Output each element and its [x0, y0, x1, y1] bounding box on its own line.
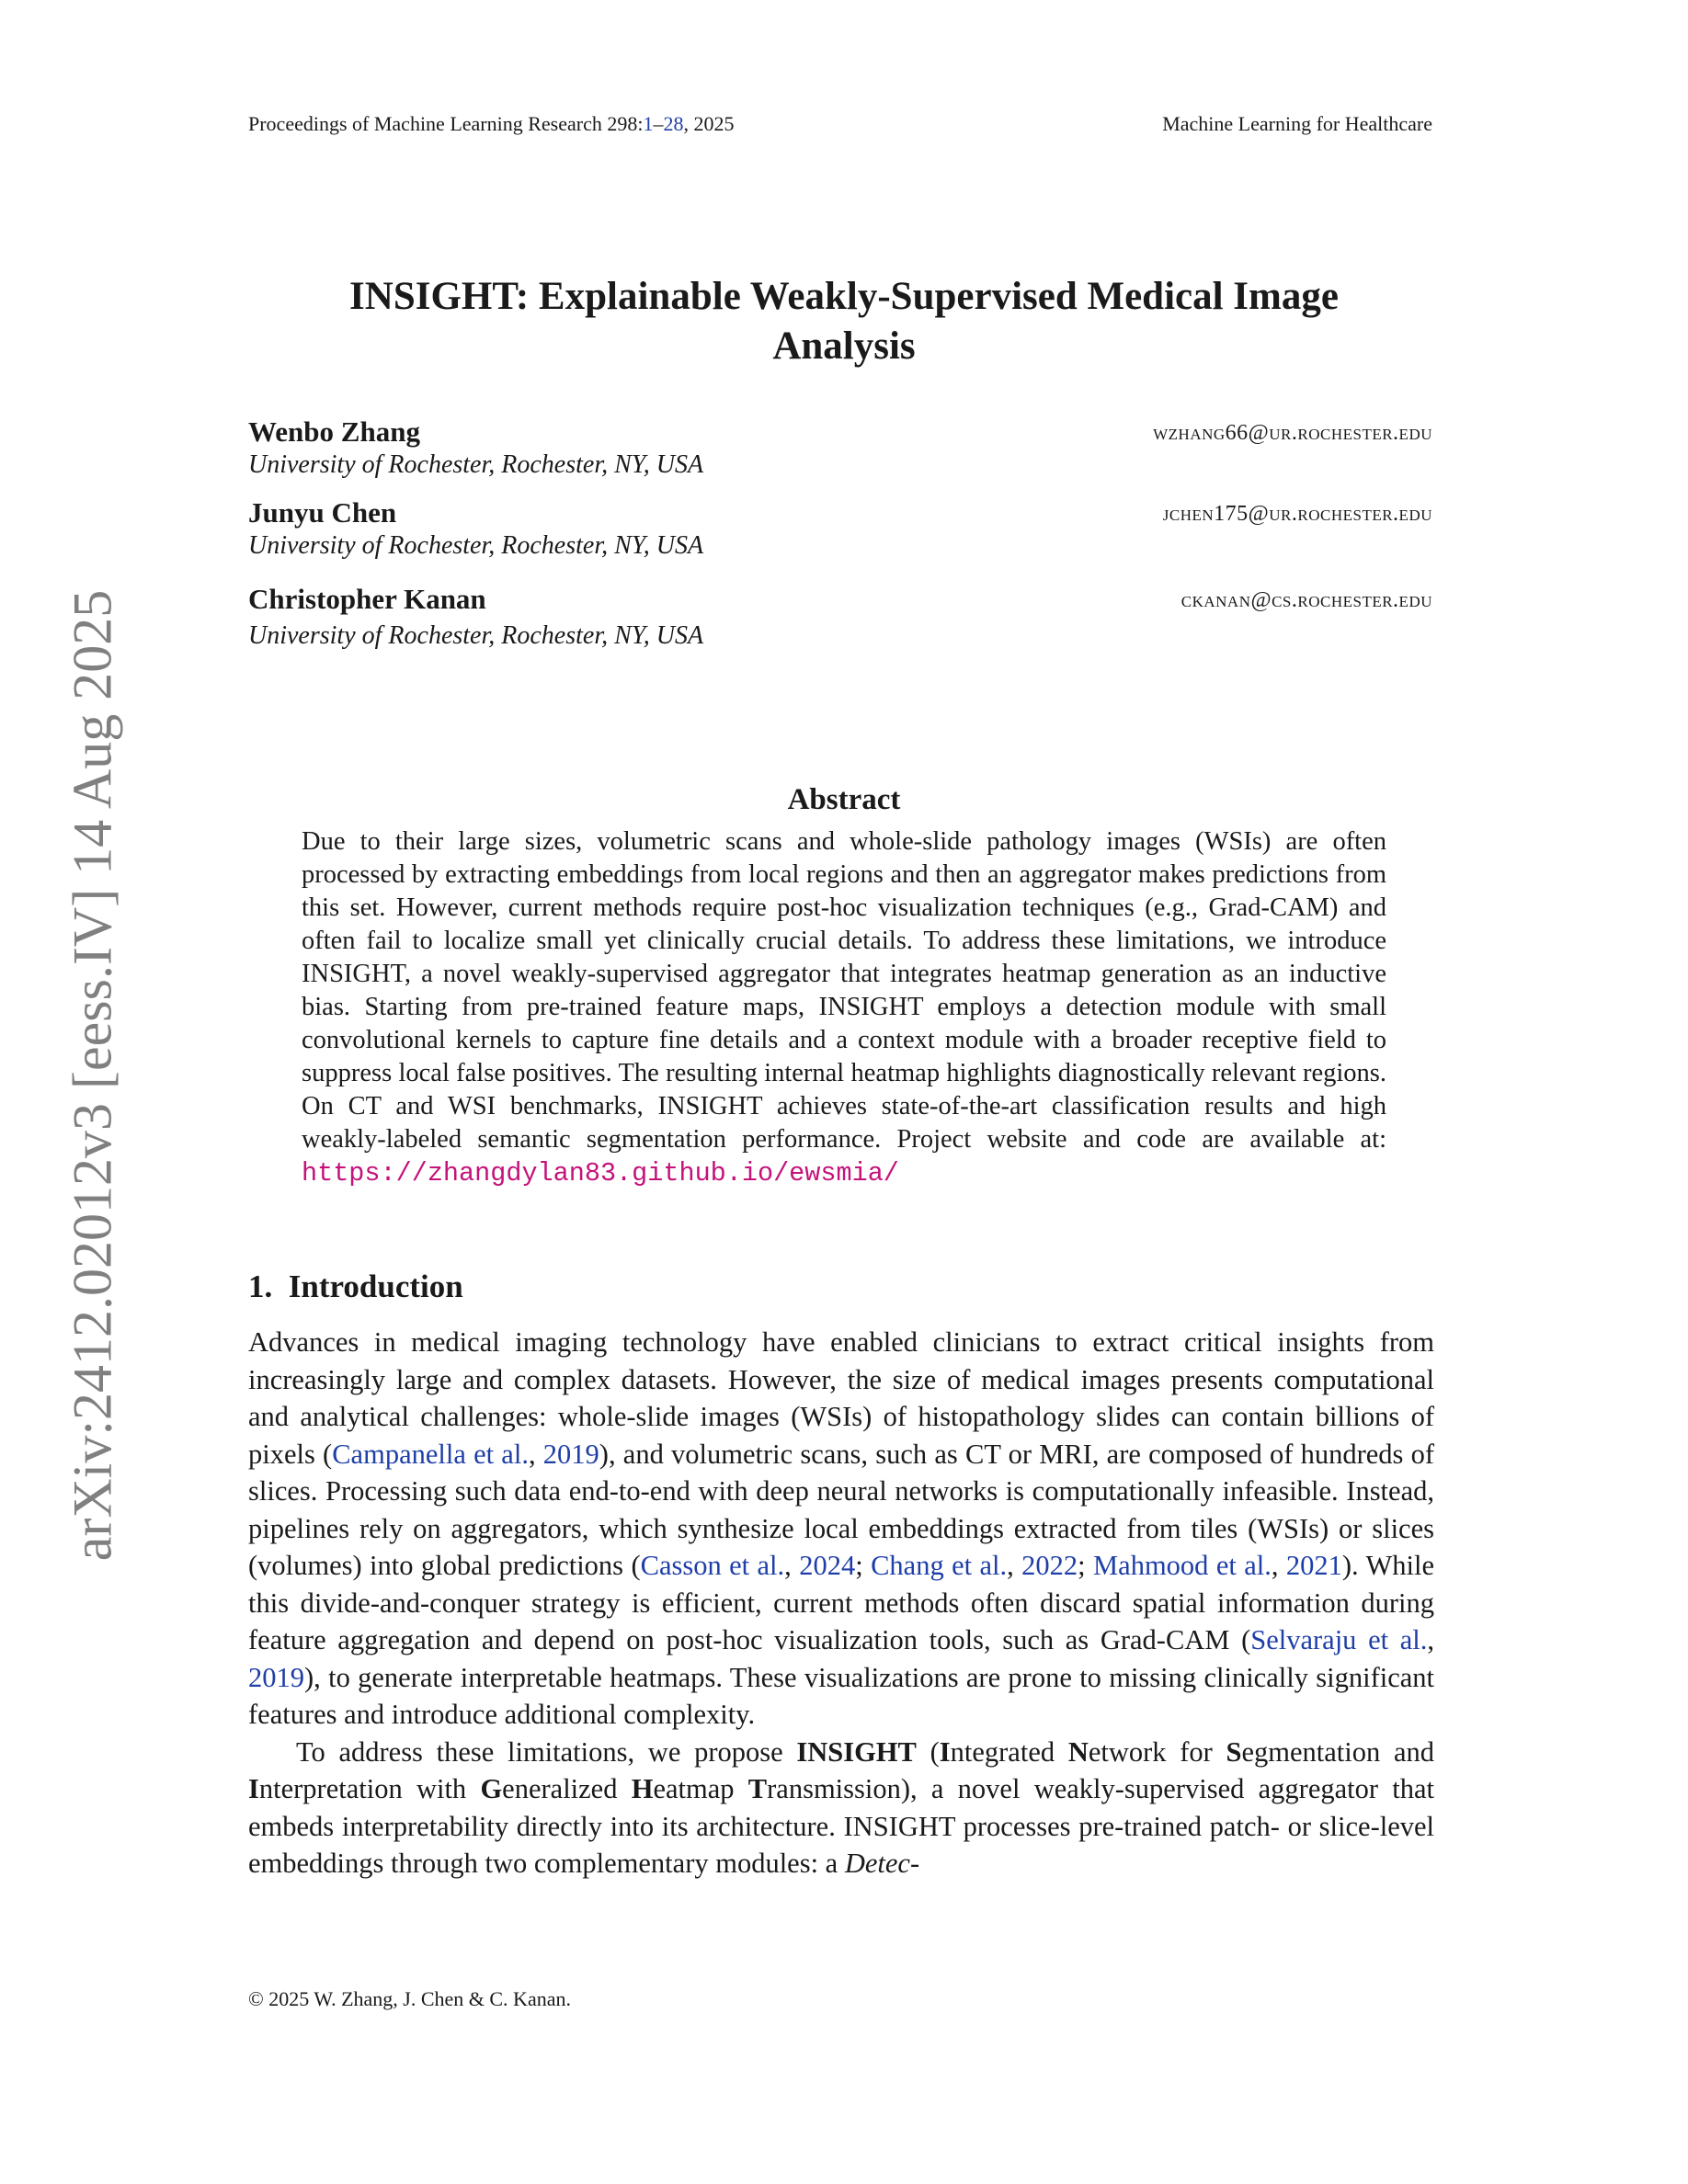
intro-paragraph-1: Advances in medical imaging technology have enabled clinicians to extract critical insights from increasingly large and complex datasets. However, the size of medical images presents computational and analytical challenges: whole-slide images (WSIs) of histopathology slides can contain billions of pixels (Campanella et al., 2019), and volumetric scans, such as CT or MRI, are composed of hundreds of slices. Processing such data end-to-end with deep neural networks is computationally infeasible. Instead, pipelines rely on aggregators, which synthesize local embeddings extracted from tiles (WSIs) or slices (volumes) into global predictions (Casson et al., 2024; Chang et al., 2022; Mahmood et al., 2021). While this divide-and-conquer strategy is efficient, current methods often discard spatial information during feature aggregation and depend on post-hoc visualization tools, such as Grad-CAM (Selvaraju et al., 2019), to generate interpretable heatmaps. These visualizations are prone to missing clinically significant features and introduce additional complexity.: [248, 1326, 1435, 1730]
author-affiliation: University of Rochester, Rochester, NY, USA: [248, 621, 704, 650]
author-email[interactable]: ckanan@cs.rochester.edu: [1180, 588, 1432, 612]
author-email[interactable]: wzhang66@ur.rochester.edu: [1153, 421, 1432, 445]
project-url-link[interactable]: https://zhangdylan83.github.io/ewsmia/: [302, 1158, 899, 1189]
intro-text: ). While this divide-and-conquer strategy is efficient, current methods often discard spatial information during feature aggregation and depend on post-hoc visualization tools, such as Grad-CAM (: [248, 1550, 1435, 1655]
acronym-letter: G: [480, 1773, 503, 1804]
acronym-word: eneralized: [502, 1773, 632, 1804]
intro-text: ), and volumetric scans, such as CT or MRI, are composed of hundreds of slices. Processing such data end-to-end with deep neural networks is computationally infeasible. Instead, pipelines rely on aggregators, which synthesize local embeddings extracted from tiles (WSIs) or slices (volumes) into global predictions (: [248, 1438, 1435, 1581]
abstract-body: [302, 825, 1386, 1190]
running-header-venue: [248, 112, 734, 136]
acronym-word: eatmap: [653, 1773, 748, 1804]
abstract-text: Due to their large sizes, volumetric scans and whole-slide pathology images (WSIs) are often processed by extracting embeddings from local regions and then an aggregator makes predictions from this set. However, current methods require post-hoc visualization techniques (e.g., Grad-CAM) and often fail to localize small yet clinically crucial details. To address these limitations, we introduce INSIGHT, a novel weakly-supervised aggregator that integrates heatmap generation as an inductive bias. Starting from pre-trained feature maps, INSIGHT employs a detection module with small convolutional kernels to capture fine details and a context module with a broader receptive field to suppress local false positives. The resulting internal heatmap highlights diagnostically relevant regions. On CT and WSI benchmarks, INSIGHT achieves state-of-the-art classification results and high weakly-labeled semantic segmentation performance. Project website and code are available at:: [302, 827, 1386, 1154]
paper-title: [0, 272, 1688, 371]
acronym-letter: H: [631, 1773, 654, 1804]
acronym-word: ransmission: [767, 1773, 901, 1804]
citation-link[interactable]: Chang et al.: [871, 1550, 1008, 1581]
acronym-word: egmentation and: [1241, 1735, 1435, 1768]
copyright-text: 2025 W. Zhang, J. Chen & C. Kanan.: [263, 1987, 571, 2010]
author-name: Wenbo Zhang: [248, 415, 420, 448]
section-title: Introduction: [288, 1268, 463, 1304]
author-affiliation: University of Rochester, Rochester, NY, USA: [248, 531, 704, 560]
venue-year: , 2025: [683, 112, 735, 135]
venue-text: Proceedings of Machine Learning Research 298:: [248, 112, 644, 135]
intro-text: To address these limitations, we propose: [296, 1735, 797, 1768]
acronym-letter: S: [1226, 1735, 1242, 1768]
paper-title-line1: INSIGHT: Explainable Weakly-Supervised Medical Image: [349, 275, 1339, 318]
intro-text: (: [916, 1735, 940, 1768]
citation-link[interactable]: Mahmood et al.: [1093, 1550, 1272, 1581]
author-name: Junyu Chen: [248, 496, 397, 529]
citation-link[interactable]: Campanella et al.: [332, 1438, 529, 1470]
intro-text: Advances in medical imaging technology have enabled clinicians to extract critical insights from increasingly large and complex datasets. However, the size of medical images presents computational and analytical challenges: whole-slide images (WSIs) of histopathology slides can contain billions of pixels (: [248, 1326, 1434, 1470]
citation-year-link[interactable]: 2022: [1021, 1550, 1078, 1581]
citation-year-link[interactable]: 2024: [799, 1550, 856, 1581]
citation-year-link[interactable]: 2021: [1285, 1550, 1342, 1581]
copyright-icon: ©: [248, 1987, 264, 2010]
author-name: Christopher Kanan: [248, 583, 486, 615]
author-email[interactable]: jchen175@ur.rochester.edu: [1162, 502, 1432, 526]
citation-year-link[interactable]: 2019: [542, 1438, 599, 1470]
paper-title-line2: Analysis: [772, 324, 916, 368]
module-name-italic: Detec-: [844, 1848, 920, 1879]
intro-text: ), a novel weakly-supervised aggregator that embeds interpretability directly into its architecture. INSIGHT processes pre-trained patch- or slice-level embeddings through two complementary modules: a: [248, 1773, 1435, 1879]
copyright-footer: [248, 1987, 571, 2011]
introduction-body: [248, 1324, 1434, 1883]
page-start-link[interactable]: 1: [643, 112, 654, 135]
section-number: 1.: [248, 1268, 273, 1304]
running-header-track: Machine Learning for Healthcare: [1162, 112, 1432, 135]
intro-paragraph-2: [248, 1734, 1434, 1883]
acronym-letter: I: [939, 1735, 951, 1768]
acronym-word: nterpretation with: [258, 1773, 481, 1804]
page-range-separator: –: [653, 112, 664, 135]
page-end-link[interactable]: 28: [663, 112, 684, 135]
acronym-word: ntegrated: [950, 1735, 1068, 1768]
acronym-letter: N: [1067, 1735, 1089, 1768]
acronym-letter: I: [248, 1773, 259, 1804]
citation-year-link[interactable]: 2019: [248, 1661, 304, 1693]
acronym-letter: T: [747, 1773, 768, 1804]
citation-link[interactable]: Selvaraju et al.: [1250, 1624, 1428, 1655]
intro-text: ), to generate interpretable heatmaps. These visualizations are prone to missing clinically significant features and introduce additional complexity.: [248, 1661, 1434, 1730]
section-heading: [248, 1268, 463, 1305]
method-name: INSIGHT: [796, 1735, 917, 1768]
citation-link[interactable]: Casson et al.: [640, 1550, 785, 1581]
abstract-heading: Abstract: [787, 783, 901, 816]
author-affiliation: University of Rochester, Rochester, NY, USA: [248, 450, 704, 479]
acronym-word: etwork for: [1088, 1735, 1226, 1768]
arxiv-stamp[interactable]: arXiv:2412.02012v3 [eess.IV] 14 Aug 2025: [62, 589, 123, 1562]
